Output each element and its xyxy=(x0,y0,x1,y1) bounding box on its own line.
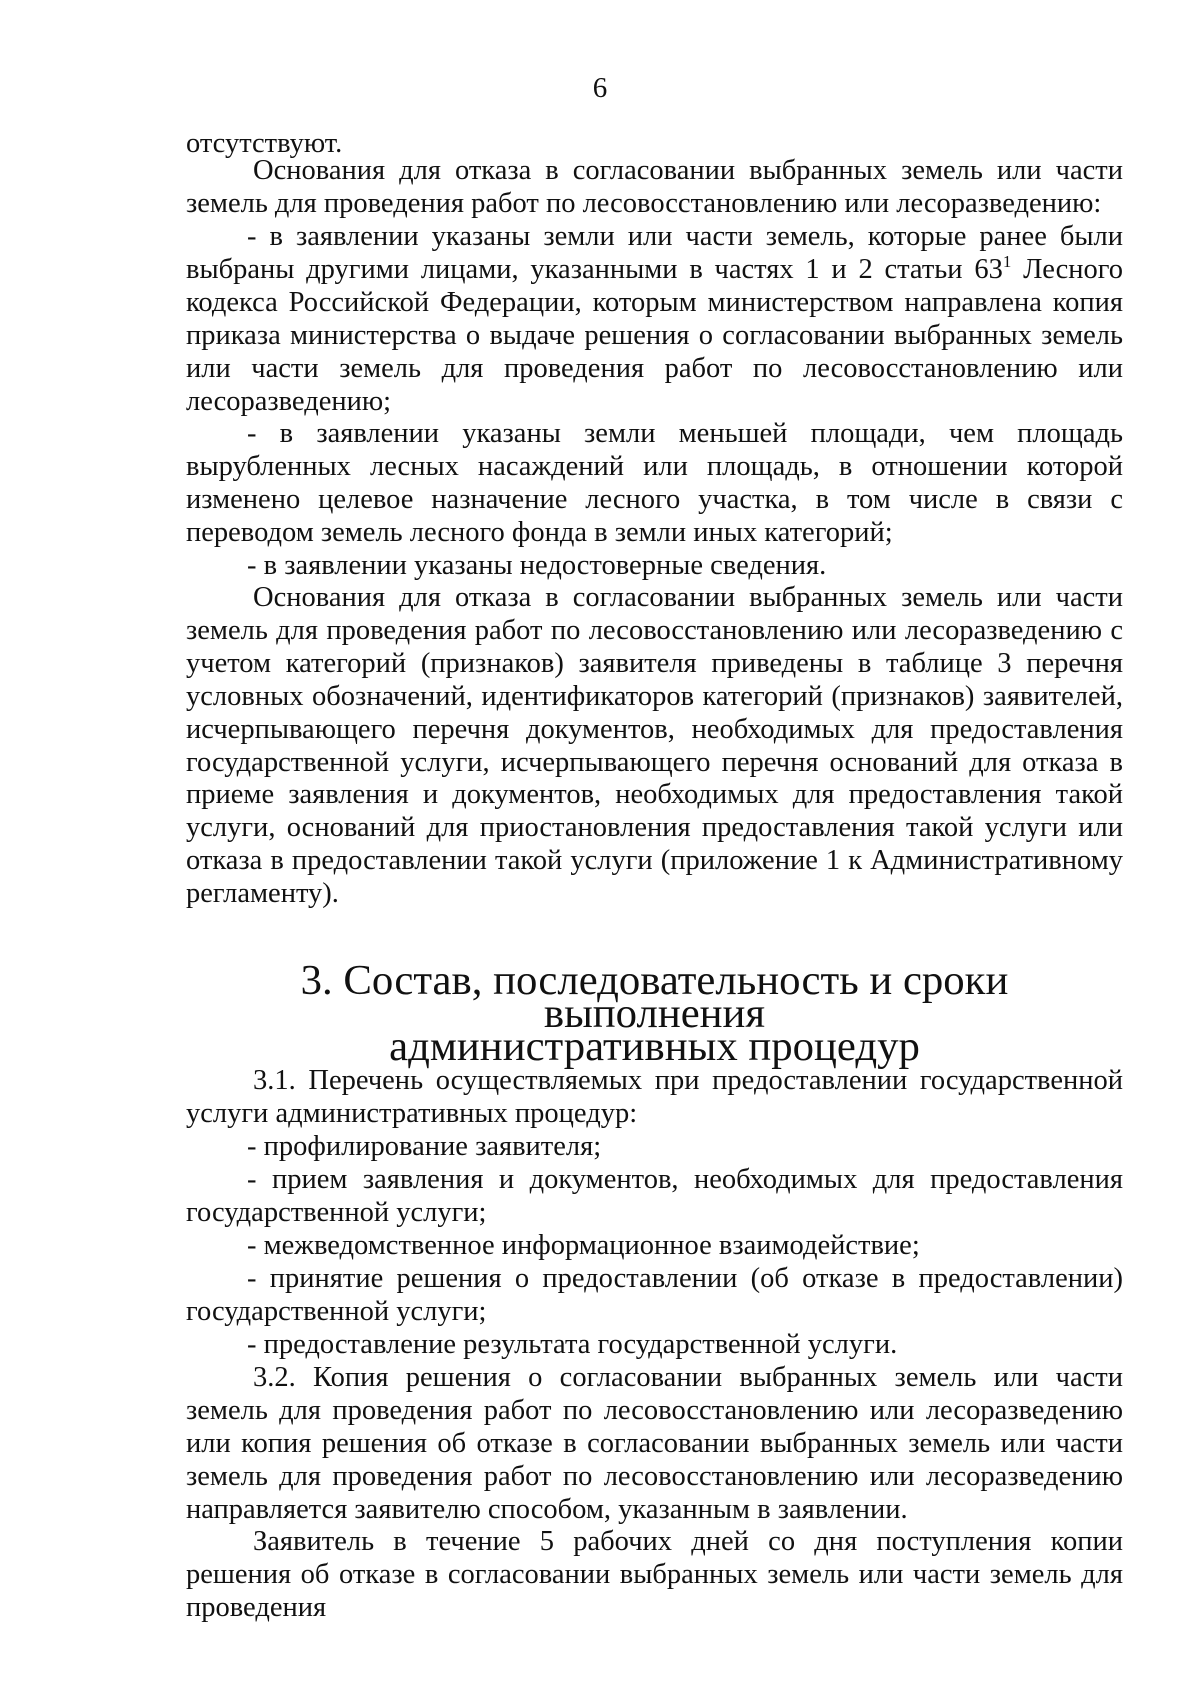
paragraph-applicant xyxy=(186,1526,1123,1625)
list-item-procedure-3 xyxy=(186,1230,1123,1263)
heading-line-2: административных процедур xyxy=(389,1023,920,1070)
section-heading xyxy=(186,957,1123,1070)
page-number: 6 xyxy=(592,72,608,104)
paragraph-refusal-categories xyxy=(186,582,1123,911)
paragraph-text: Основания для отказа в согласовании выбранных земель или части земель для проведения работ по лесовосстановлению или лесоразведению с учетом категорий (признаков) заявителя приведены в таблице 3 перечня условных обозначений, идентификаторов категорий (признаков) заявителей, исчерпывающего перечня документов, необходимых для предоставления государственной услуги, исчерпывающего перечня оснований для отказа в приеме заявления и документов, необходимых для предоставления такой услуги, оснований для приостановления предоставления такой услуги или отказа в предоставлении такой услуги (приложение 1 к Административному регламенту). xyxy=(186,582,1123,910)
list-item-refusal-3 xyxy=(186,550,1123,583)
paragraph-text: - межведомственное информационное взаимодействие; xyxy=(247,1230,920,1261)
paragraph-text: 3.1. Перечень осуществляемых при предоставлении государственной услуги административных процедур: xyxy=(186,1065,1123,1129)
paragraph-text: Лесного кодекса Российской Федерации, которым министерством направлена копия приказа министерства о выдаче решения о согласовании выбранных земель или части земель для проведения работ по лесовосстановлению или лесоразведению; xyxy=(186,253,1123,417)
paragraph-text: 3.2. Копия решения о согласовании выбранных земель или части земель для проведения работ по лесовосстановлению или лесоразведению или копия решения об отказе в согласовании выбранных земель или части земель для проведения работ по лесовосстановлению или лесоразведению направляется заявителю способом, указанным в заявлении. xyxy=(186,1362,1123,1525)
paragraph-text: - профилирование заявителя; xyxy=(247,1131,602,1162)
list-item-refusal-1 xyxy=(186,221,1123,418)
list-item-refusal-2 xyxy=(186,418,1123,550)
paragraph-text: Основания для отказа в согласовании выбранных земель или части земель для проведения работ по лесовосстановлению или лесоразведению: xyxy=(186,155,1123,219)
paragraph-refusal-grounds-intro xyxy=(186,155,1123,221)
list-item-procedure-1 xyxy=(186,1131,1123,1164)
superscript: 1 xyxy=(1002,251,1012,271)
paragraph-text: Заявитель в течение 5 рабочих дней со дня поступления копии решения об отказе в согласовании выбранных земель или части земель для проведения xyxy=(186,1526,1123,1623)
paragraph-text: - предоставление результата государственной услуги. xyxy=(247,1329,898,1360)
paragraph-3-2 xyxy=(186,1362,1123,1527)
paragraph-text: отсутствуют. xyxy=(186,128,343,159)
paragraph-text: - в заявлении указаны земли или части земель, которые ранее были выбраны другими лицами, указанными в частях 1 и 2 статьи 63 xyxy=(186,221,1123,285)
paragraph-text: - в заявлении указаны недостоверные сведения. xyxy=(247,550,827,581)
list-item-procedure-5 xyxy=(186,1329,1123,1362)
list-item-procedure-4 xyxy=(186,1263,1123,1329)
paragraph-text: - принятие решения о предоставлении (об отказе в предоставлении) государственной услуги; xyxy=(186,1263,1123,1327)
paragraph-text: - прием заявления и документов, необходимых для предоставления государственной услуги; xyxy=(186,1164,1123,1228)
paragraph-text: - в заявлении указаны земли меньшей площади, чем площадь вырубленных лесных насаждений или площадь, в отношении которой изменено целевое назначение лесного участка, в том числе в связи с переводом земель лесного фонда в земли иных категорий; xyxy=(186,418,1123,548)
list-item-procedure-2 xyxy=(186,1164,1123,1230)
paragraph-3-1 xyxy=(186,1065,1123,1131)
heading-line-1: 3. Состав, последовательность и сроки выполнения xyxy=(300,957,1009,1037)
